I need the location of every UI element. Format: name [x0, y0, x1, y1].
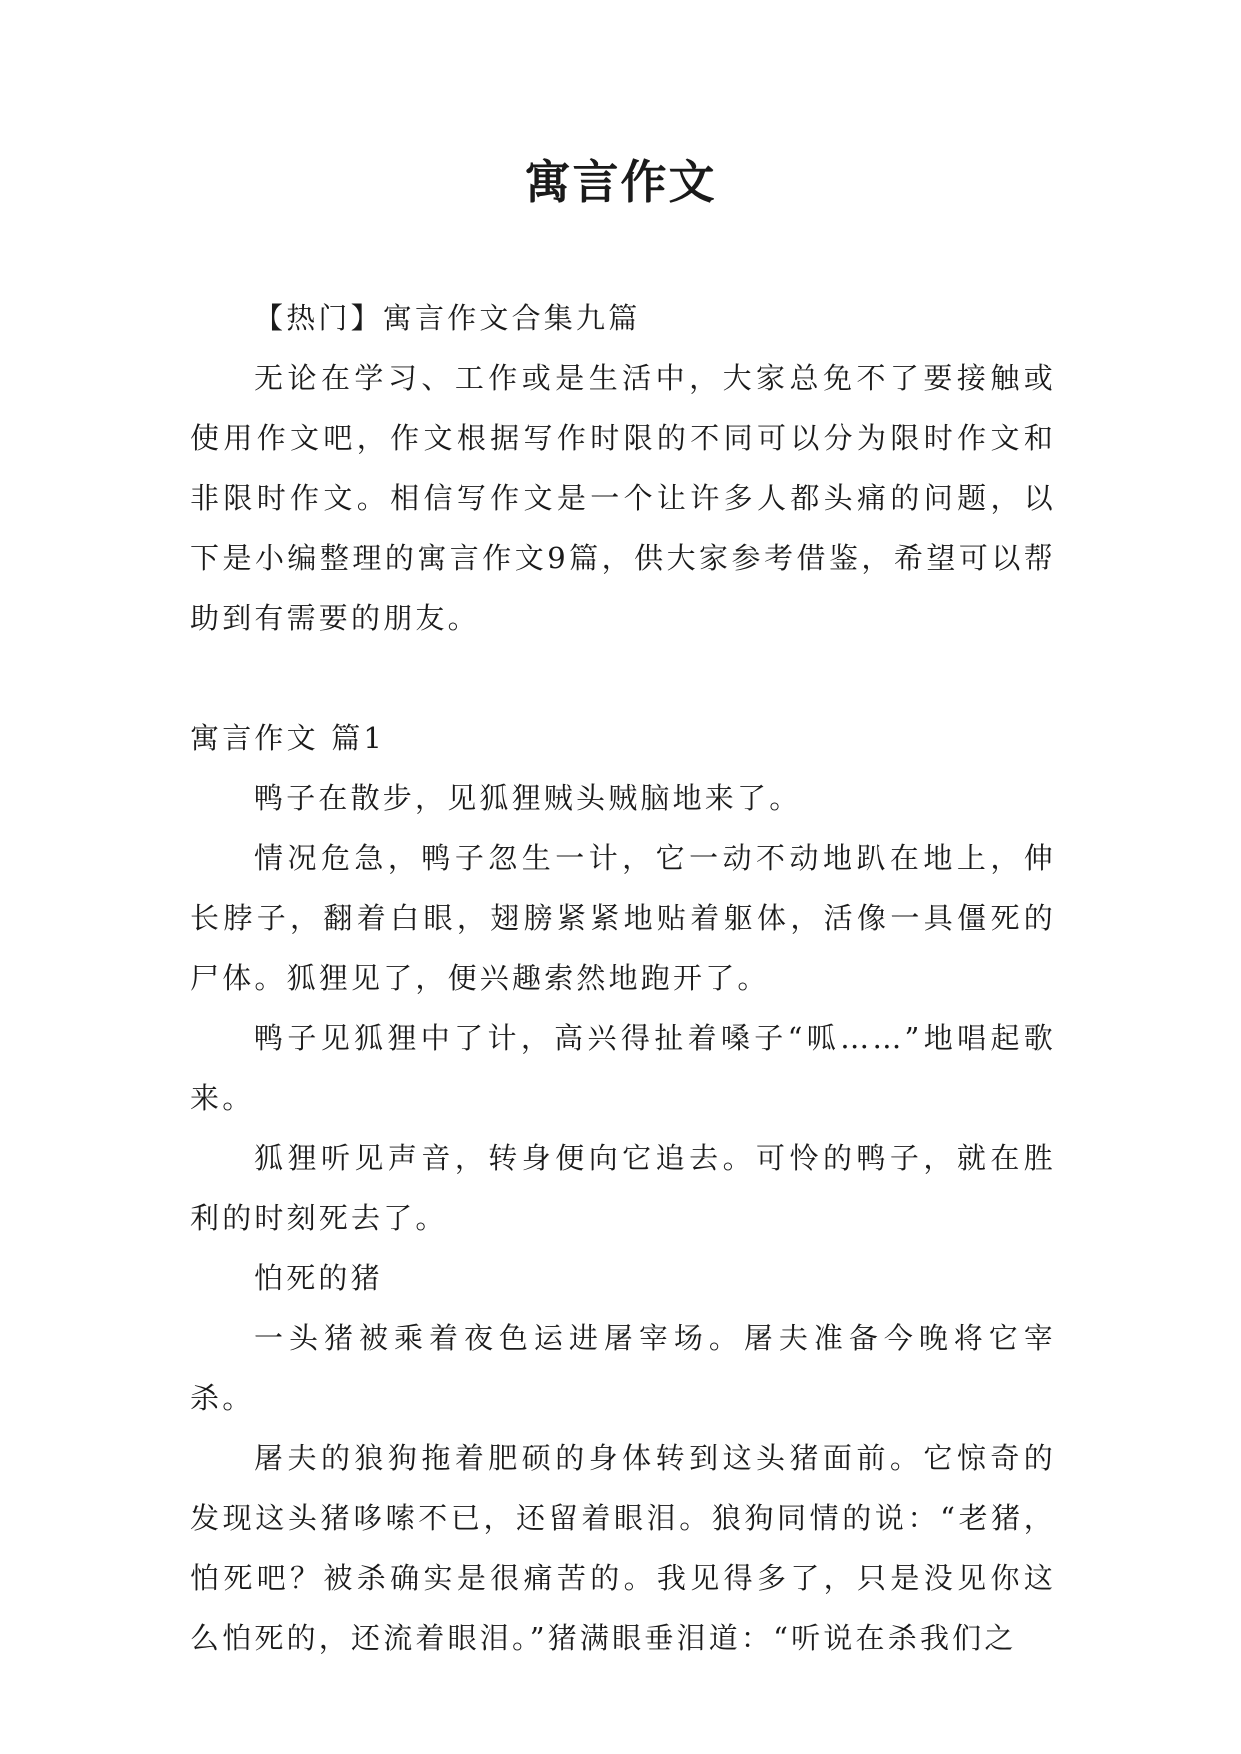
paragraph: 情况危急，鸭子忽生一计，它一动不动地趴在地上，伸长脖子，翻着白眼，翅膀紧紧地贴着躯体，活像一具僵死的尸体。狐狸见了，便兴趣索然地跑开了。: [190, 841, 1056, 995]
paragraph: 鸭子在散步，见狐狸贼头贼脑地来了。: [254, 781, 802, 815]
paragraph: 鸭子见狐狸中了计，高兴得扯着嗓子“呱……”地唱起歌来。: [190, 1021, 1056, 1115]
paragraph: 狐狸听见声音，转身便向它追去。可怜的鸭子，就在胜利的时刻死去了。: [190, 1141, 1056, 1235]
section-heading: 寓言作文 篇1: [190, 721, 386, 755]
section-spacer: [190, 648, 1056, 708]
document-body: [190, 288, 1056, 1668]
story-title: 怕死的猪: [254, 1261, 383, 1295]
paragraph: 一头猪被乘着夜色运进屠宰场。屠夫准备今晚将它宰杀。: [190, 1321, 1056, 1415]
document-subtitle: 【热门】寓言作文合集九篇: [254, 301, 641, 335]
document-title: 寓言作文: [524, 155, 717, 209]
intro-paragraph: 无论在学习、工作或是生活中，大家总免不了要接触或使用作文吧，作文根据写作时限的不同可以分为限时作文和非限时作文。相信写作文是一个让许多人都头痛的问题，以下是小编整理的寓言作文9篇，供大家参考借鉴，希望可以帮助到有需要的朋友。: [190, 361, 1056, 635]
paragraph: 屠夫的狼狗拖着肥硕的身体转到这头猪面前。它惊奇的发现这头猪哆嗦不已，还留着眼泪。狼狗同情的说：“老猪，怕死吧？被杀确实是很痛苦的。我见得多了，只是没见你这么怕死的，还流着眼泪。”猪满眼垂泪道：“听说在杀我们之: [190, 1441, 1056, 1655]
